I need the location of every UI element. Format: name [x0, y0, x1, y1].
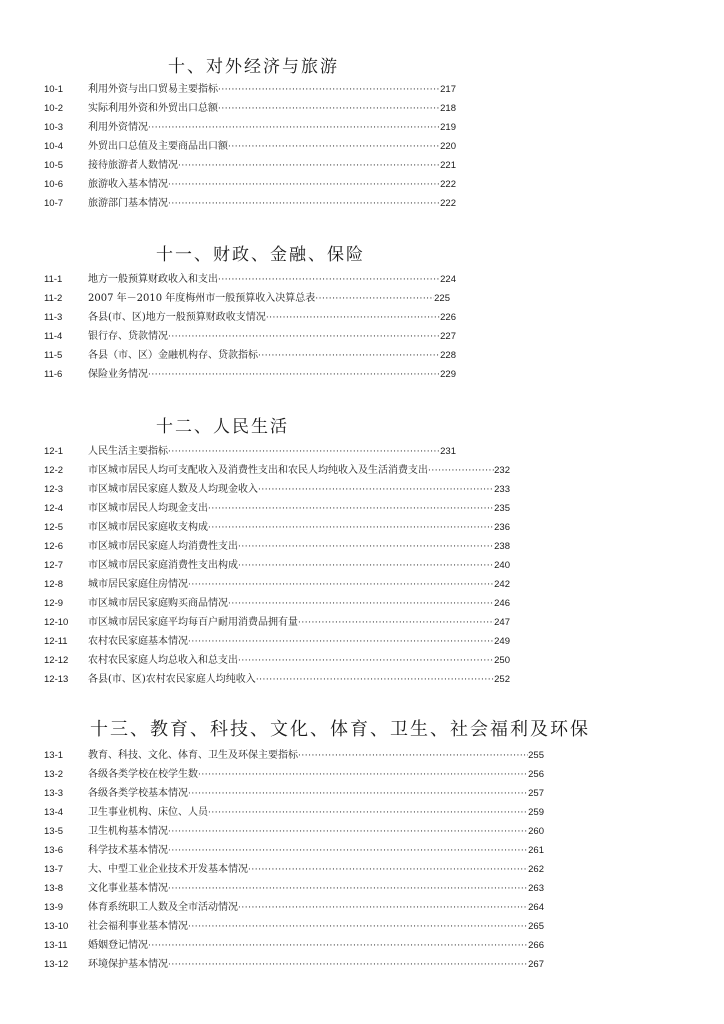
- toc-row: [44, 824, 544, 840]
- toc-row: [44, 577, 510, 593]
- leader-dots: [208, 520, 494, 536]
- entry-number: 12-4: [44, 503, 64, 514]
- leader-dots: [238, 558, 494, 574]
- entry-page-number: 257: [528, 788, 544, 799]
- entry-number: 13-8: [44, 883, 64, 894]
- toc-row: [44, 520, 510, 536]
- entry-page-number: 255: [528, 750, 544, 761]
- toc-row: [44, 938, 544, 954]
- entry-label: 各县(市、区)地方一般预算财政收支情况: [88, 312, 266, 323]
- leader-dots: [298, 748, 528, 764]
- toc-row: [44, 139, 456, 155]
- entry-number: 12-5: [44, 522, 64, 533]
- entry-page-number: 229: [440, 369, 456, 380]
- toc-row: [44, 957, 544, 973]
- entry-label: 人民生活主要指标: [88, 446, 168, 457]
- leader-dots: [428, 463, 494, 479]
- entry-number: 12-10: [44, 617, 69, 628]
- entry-number: 10-3: [44, 122, 64, 133]
- toc-row: [44, 653, 510, 669]
- leader-dots: [188, 634, 494, 650]
- toc-row: [44, 272, 456, 288]
- entry-label: 市区城市居民家庭收支构成: [88, 522, 208, 533]
- toc-row: [44, 120, 456, 136]
- entry-page-number: 225: [434, 293, 450, 304]
- toc-row: [44, 463, 510, 479]
- entry-page-number: 220: [440, 141, 456, 152]
- toc-row: [44, 482, 510, 498]
- entry-label: 利用外资与出口贸易主要指标: [88, 84, 218, 95]
- entry-number: 12-11: [44, 636, 68, 647]
- leader-dots: [228, 139, 440, 155]
- toc-row: [44, 196, 456, 212]
- toc-row: [44, 862, 544, 878]
- entry-page-number: 265: [528, 921, 544, 932]
- entry-number: 13-7: [44, 864, 64, 875]
- toc-row: [44, 158, 456, 174]
- entry-number: 13-12: [44, 959, 69, 970]
- entry-page-number: 247: [494, 617, 510, 628]
- toc-row: [44, 786, 544, 802]
- entry-page-number: 222: [440, 179, 456, 190]
- section-title-10: 十、对外经济与旅游: [168, 57, 339, 77]
- entry-label: 城市居民家庭住房情况: [88, 579, 188, 590]
- entry-label: 市区城市居民家庭平均每百户耐用消费品拥有量: [88, 617, 298, 628]
- leader-dots: [148, 120, 440, 136]
- entry-number: 13-1: [44, 750, 64, 761]
- toc-row: [44, 501, 510, 517]
- leader-dots: [148, 367, 440, 383]
- entry-page-number: 232: [494, 465, 510, 476]
- entry-number: 13-10: [44, 921, 69, 932]
- entry-number: 11-1: [44, 274, 63, 285]
- entry-label: 市区城市居民人均现金支出: [88, 503, 208, 514]
- toc-row: [44, 900, 544, 916]
- entry-number: 10-1: [44, 84, 64, 95]
- entry-page-number: 261: [528, 845, 544, 856]
- entry-page-number: 259: [528, 807, 544, 818]
- entry-number: 13-3: [44, 788, 64, 799]
- entry-number: 13-6: [44, 845, 64, 856]
- entry-number: 10-2: [44, 103, 64, 114]
- entry-page-number: 266: [528, 940, 544, 951]
- entry-page-number: 224: [440, 274, 456, 285]
- leader-dots: [238, 900, 528, 916]
- toc-row: [44, 672, 510, 688]
- leader-dots: [188, 786, 528, 802]
- leader-dots: [168, 881, 528, 897]
- entry-page-number: 264: [528, 902, 544, 913]
- entry-label: 实际利用外资和外贸出口总额: [88, 103, 218, 114]
- leader-dots: [168, 177, 440, 193]
- toc-row: [44, 291, 450, 307]
- entry-number: 13-11: [44, 940, 68, 951]
- entry-label: 各级各类学校在校学生数: [88, 769, 198, 780]
- entry-page-number: 221: [440, 160, 456, 171]
- entry-label: 外贸出口总值及主要商品出口额: [88, 141, 228, 152]
- entry-page-number: 218: [440, 103, 456, 114]
- entry-label: 农村农民家庭人均总收入和总支出: [88, 655, 238, 666]
- leader-dots: [248, 862, 528, 878]
- entry-number: 12-7: [44, 560, 64, 571]
- entry-page-number: 240: [494, 560, 510, 571]
- entry-number: 11-6: [44, 369, 63, 380]
- leader-dots: [178, 158, 440, 174]
- entry-number: 12-2: [44, 465, 64, 476]
- toc-row: [44, 367, 456, 383]
- entry-label: 地方一般预算财政收入和支出: [88, 274, 218, 285]
- leader-dots: [168, 957, 528, 973]
- leader-dots: [188, 577, 494, 593]
- entry-number: 12-6: [44, 541, 64, 552]
- leader-dots: [218, 272, 440, 288]
- entry-label: 各县(市、区)农村农民家庭人均纯收入: [88, 674, 256, 685]
- toc-row: [44, 919, 544, 935]
- entry-label: 大、中型工业企业技术开发基本情况: [88, 864, 248, 875]
- leader-dots: [218, 82, 440, 98]
- leader-dots: [168, 444, 440, 460]
- entry-number: 11-2: [44, 293, 63, 304]
- toc-row: [44, 177, 456, 193]
- entry-page-number: 228: [440, 350, 456, 361]
- entry-label: 各级各类学校基本情况: [88, 788, 188, 799]
- entry-page-number: 260: [528, 826, 544, 837]
- entry-label: 市区城市居民家庭购买商品情况: [88, 598, 228, 609]
- entry-page-number: 236: [494, 522, 510, 533]
- toc-row: [44, 329, 456, 345]
- entry-number: 12-13: [44, 674, 69, 685]
- entry-number: 10-4: [44, 141, 64, 152]
- toc-row: [44, 596, 510, 612]
- entry-number: 13-4: [44, 807, 64, 818]
- leader-dots: [168, 843, 528, 859]
- entry-label: 保险业务情况: [88, 369, 148, 380]
- entry-number: 13-5: [44, 826, 64, 837]
- entry-page-number: 217: [440, 84, 456, 95]
- leader-dots: [238, 653, 494, 669]
- entry-label: 银行存、贷款情况: [88, 331, 168, 342]
- leader-dots: [168, 329, 440, 345]
- leader-dots: [208, 501, 494, 517]
- entry-page-number: 249: [494, 636, 510, 647]
- leader-dots: [188, 919, 528, 935]
- entry-label: 科学技术基本情况: [88, 845, 168, 856]
- entry-label: 环境保护基本情况: [88, 959, 168, 970]
- leader-dots: [238, 539, 494, 555]
- entry-number: 12-3: [44, 484, 64, 495]
- entry-page-number: 235: [494, 503, 510, 514]
- leader-dots: [258, 348, 440, 364]
- toc-row: [44, 82, 456, 98]
- entry-label: 市区城市居民家庭人均消费性支出: [88, 541, 238, 552]
- toc-row: [44, 748, 544, 764]
- toc-row: [44, 881, 544, 897]
- toc-row: [44, 634, 510, 650]
- entry-number: 11-5: [44, 350, 63, 361]
- leader-dots: [198, 767, 528, 783]
- entry-label: 接待旅游者人数情况: [88, 160, 178, 171]
- section-title-11: 十一、财政、金融、保险: [156, 245, 365, 265]
- entry-label: 社会福利事业基本情况: [88, 921, 188, 932]
- entry-number: 10-7: [44, 198, 64, 209]
- entry-label: 体育系统职工人数及全市活动情况: [88, 902, 238, 913]
- entry-label: 婚姻登记情况: [88, 940, 148, 951]
- entry-number: 10-5: [44, 160, 64, 171]
- toc-row: [44, 805, 544, 821]
- leader-dots: [218, 101, 440, 117]
- toc-row: [44, 444, 456, 460]
- entry-number: 10-6: [44, 179, 64, 190]
- entry-label: 旅游收入基本情况: [88, 179, 168, 190]
- entry-label: 利用外资情况: [88, 122, 148, 133]
- entry-page-number: 231: [440, 446, 456, 457]
- entry-page-number: 246: [494, 598, 510, 609]
- entry-page-number: 252: [494, 674, 510, 685]
- toc-row: [44, 310, 456, 326]
- entry-label: 农村农民家庭基本情况: [88, 636, 188, 647]
- leader-dots: [168, 824, 528, 840]
- entry-page-number: 219: [440, 122, 456, 133]
- toc-row: [44, 558, 510, 574]
- entry-number: 11-3: [44, 312, 63, 323]
- entry-page-number: 256: [528, 769, 544, 780]
- entry-number: 12-8: [44, 579, 64, 590]
- entry-page-number: 263: [528, 883, 544, 894]
- entry-label: 市区城市居民家庭消费性支出构成: [88, 560, 238, 571]
- entry-page-number: 238: [494, 541, 510, 552]
- leader-dots: [266, 310, 440, 326]
- entry-page-number: 233: [494, 484, 510, 495]
- toc-row: [44, 615, 510, 631]
- entry-label: 卫生事业机构、床位、人员: [88, 807, 208, 818]
- toc-row: [44, 101, 456, 117]
- entry-page-number: 262: [528, 864, 544, 875]
- entry-number: 12-12: [44, 655, 69, 666]
- leader-dots: [315, 291, 434, 307]
- toc-row: [44, 767, 544, 783]
- entry-label: 教育、科技、文化、体育、卫生及环保主要指标: [88, 750, 298, 761]
- toc-row: [44, 843, 544, 859]
- entry-label: 市区城市居民家庭人数及人均现金收入: [88, 484, 258, 495]
- toc-row: [44, 539, 510, 555]
- leader-dots: [258, 482, 494, 498]
- entry-label: 市区城市居民人均可支配收入及消费性支出和农民人均纯收入及生活消费支出: [88, 465, 428, 476]
- entry-label: 文化事业基本情况: [88, 883, 168, 894]
- entry-number: 13-2: [44, 769, 64, 780]
- entry-page-number: 242: [494, 579, 510, 590]
- entry-number: 12-9: [44, 598, 64, 609]
- entry-label: 卫生机构基本情况: [88, 826, 168, 837]
- section-title-12: 十二、人民生活: [156, 417, 289, 437]
- section-title-13: 十三、教育、科技、文化、体育、卫生、社会福利及环保: [90, 719, 590, 740]
- entry-label: 各县（市、区）金融机构存、贷款指标: [88, 350, 258, 361]
- entry-page-number: 250: [494, 655, 510, 666]
- entry-number: 11-4: [44, 331, 63, 342]
- entry-number: 12-1: [44, 446, 64, 457]
- entry-page-number: 226: [440, 312, 456, 323]
- toc-row: [44, 348, 456, 364]
- entry-page-number: 227: [440, 331, 456, 342]
- entry-page-number: 222: [440, 198, 456, 209]
- entry-page-number: 267: [528, 959, 544, 970]
- leader-dots: [168, 196, 440, 212]
- leader-dots: [298, 615, 494, 631]
- leader-dots: [148, 938, 528, 954]
- entry-number: 13-9: [44, 902, 64, 913]
- leader-dots: [228, 596, 494, 612]
- entry-label: 旅游部门基本情况: [88, 198, 168, 209]
- leader-dots: [256, 672, 494, 688]
- entry-label: 2007 年－2010 年度梅州市一般预算收入决算总表: [88, 293, 316, 304]
- leader-dots: [208, 805, 528, 821]
